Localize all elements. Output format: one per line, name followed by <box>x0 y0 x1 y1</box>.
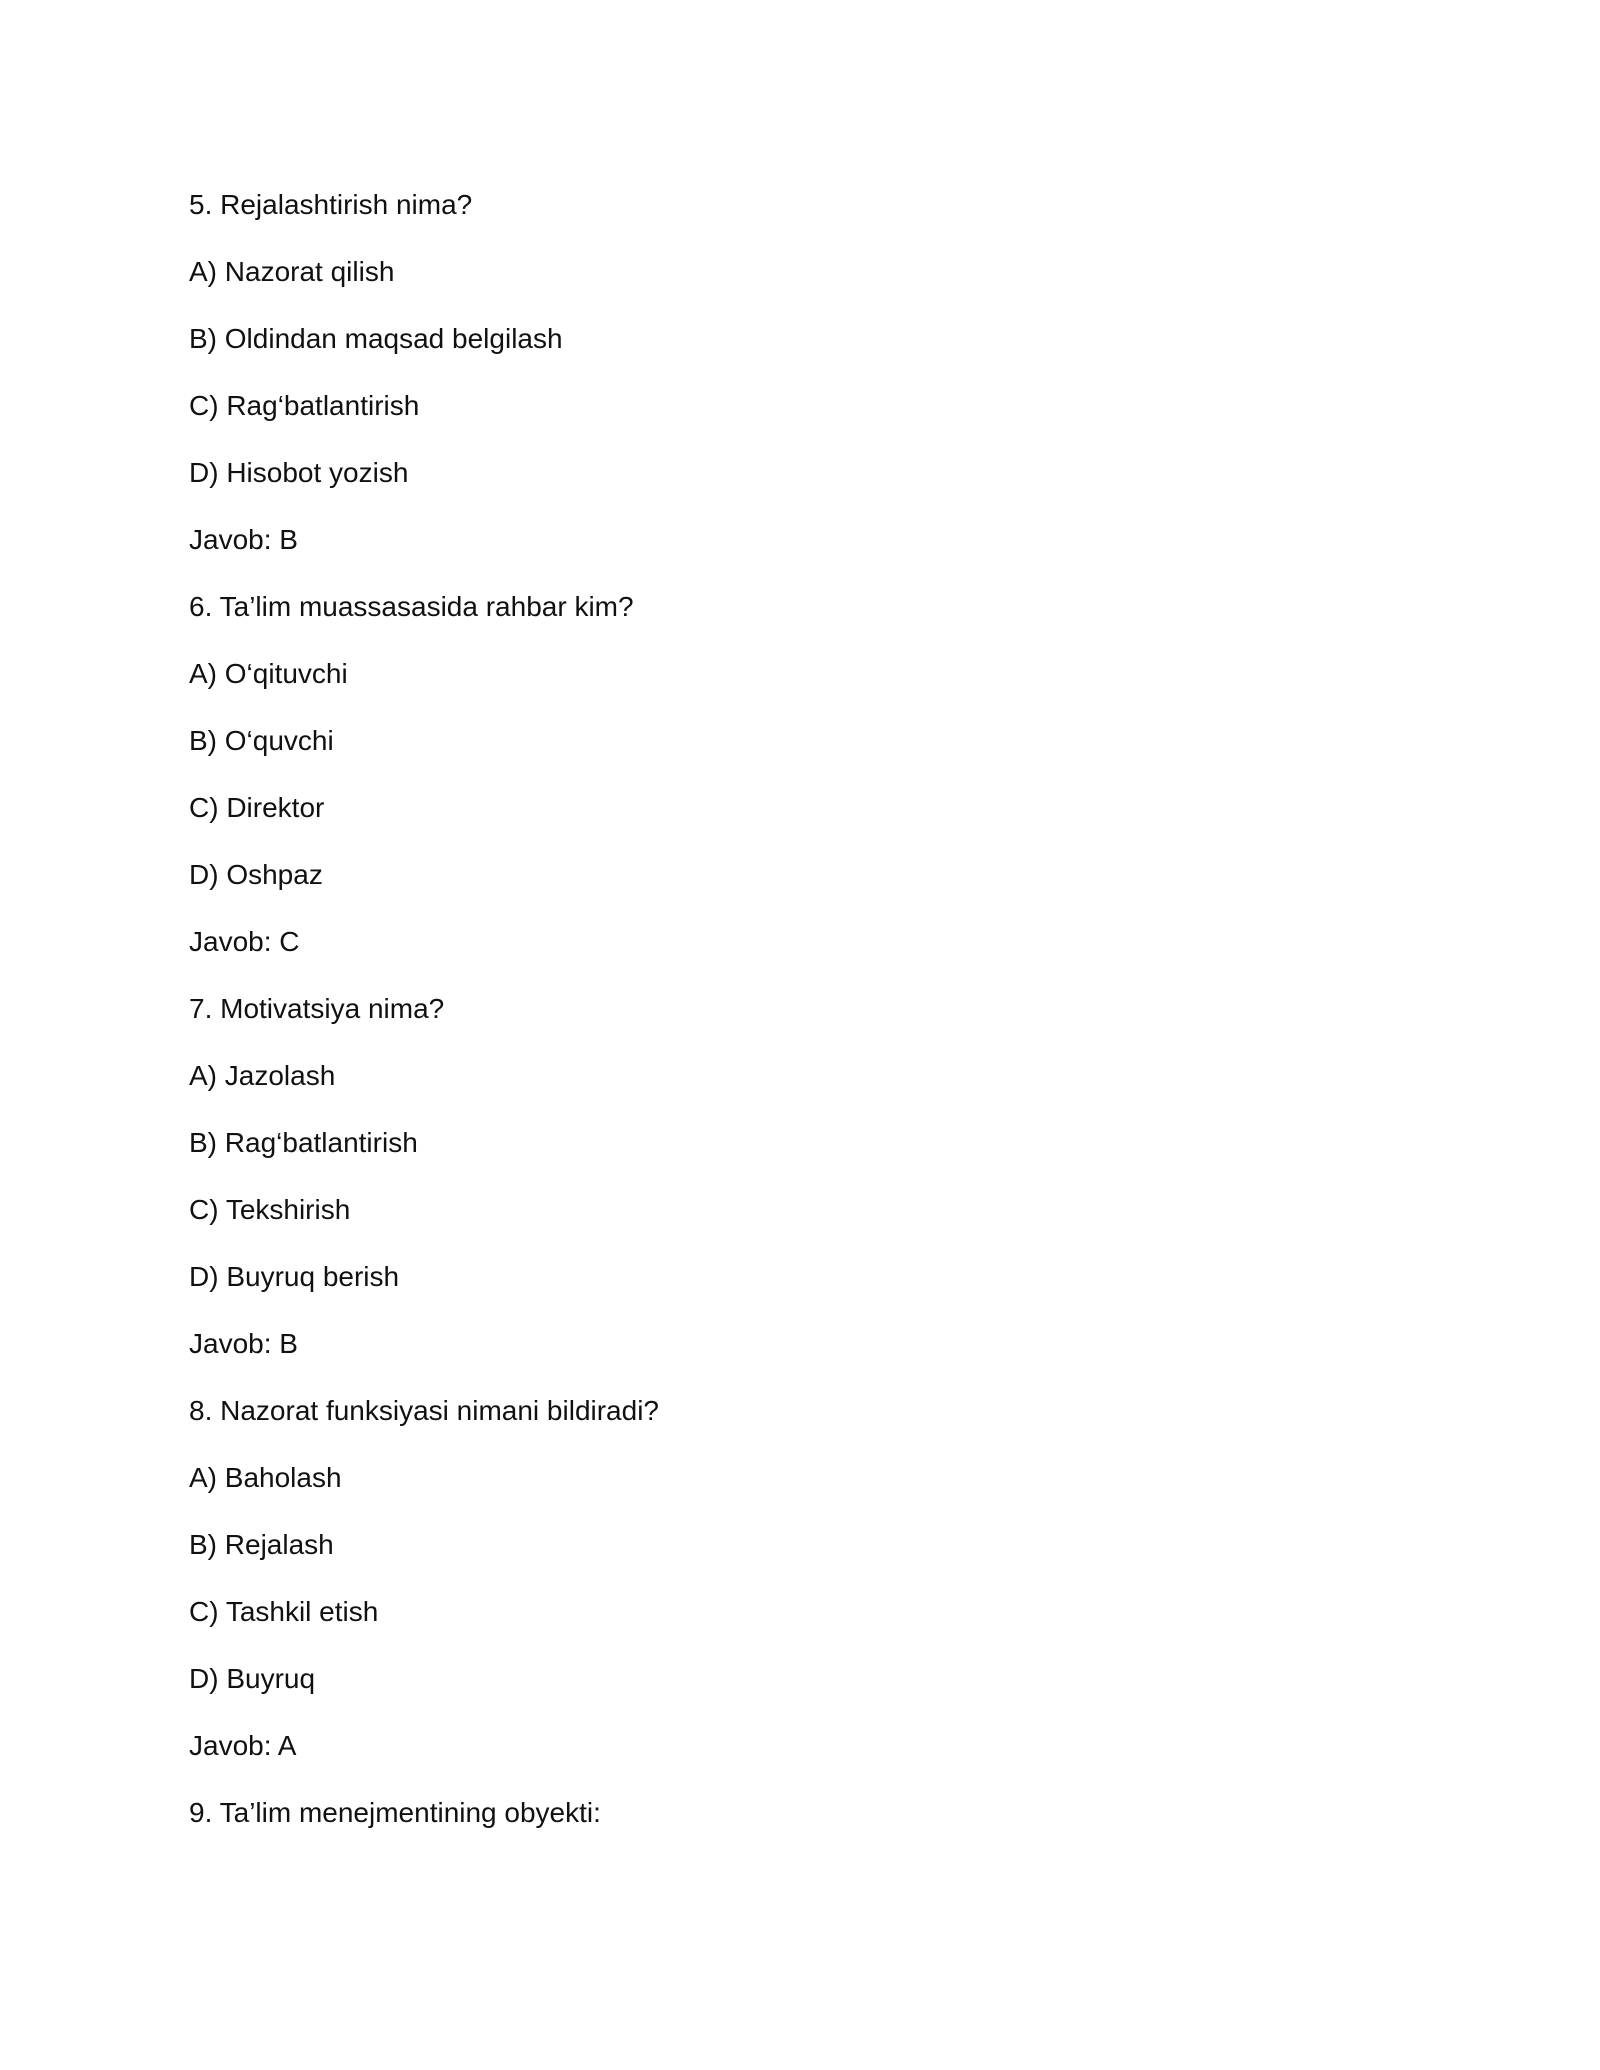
question-6-option-a: A) O‘qituvchi <box>189 658 348 689</box>
question-7-option-b: B) Rag‘batlantirish <box>189 1127 418 1158</box>
question-7-option-a: A) Jazolash <box>189 1060 336 1091</box>
question-5-option-a: A) Nazorat qilish <box>189 256 395 287</box>
question-7-option-d: D) Buyruq berish <box>189 1261 400 1292</box>
question-8: 8. Nazorat funksiyasi nimani bildiradi? <box>189 1395 659 1426</box>
question-7-option-c: C) Tekshirish <box>189 1194 351 1225</box>
question-8-option-d: D) Buyruq <box>189 1663 316 1694</box>
question-8-option-a: A) Baholash <box>189 1462 342 1493</box>
question-5: 5. Rejalashtirish nima? <box>189 189 473 220</box>
question-8-option-c: C) Tashkil etish <box>189 1596 379 1627</box>
question-5-answer: Javob: B <box>189 524 298 555</box>
question-7: 7. Motivatsiya nima? <box>189 993 445 1024</box>
question-9: 9. Ta’lim menejmentining obyekti: <box>189 1797 601 1828</box>
question-6-answer: Javob: C <box>189 926 300 957</box>
document-body <box>189 188 1389 1863</box>
question-7-answer: Javob: B <box>189 1328 298 1359</box>
question-5-option-b: B) Oldindan maqsad belgilash <box>189 323 563 354</box>
question-8-option-b: B) Rejalash <box>189 1529 334 1560</box>
question-6-option-b: B) O‘quvchi <box>189 725 334 756</box>
question-5-option-d: D) Hisobot yozish <box>189 457 409 488</box>
question-5-option-c: C) Rag‘batlantirish <box>189 390 420 421</box>
question-6-option-d: D) Oshpaz <box>189 859 323 890</box>
question-8-answer: Javob: A <box>189 1730 297 1761</box>
question-6: 6. Ta’lim muassasasida rahbar kim? <box>189 591 634 622</box>
question-6-option-c: C) Direktor <box>189 792 325 823</box>
